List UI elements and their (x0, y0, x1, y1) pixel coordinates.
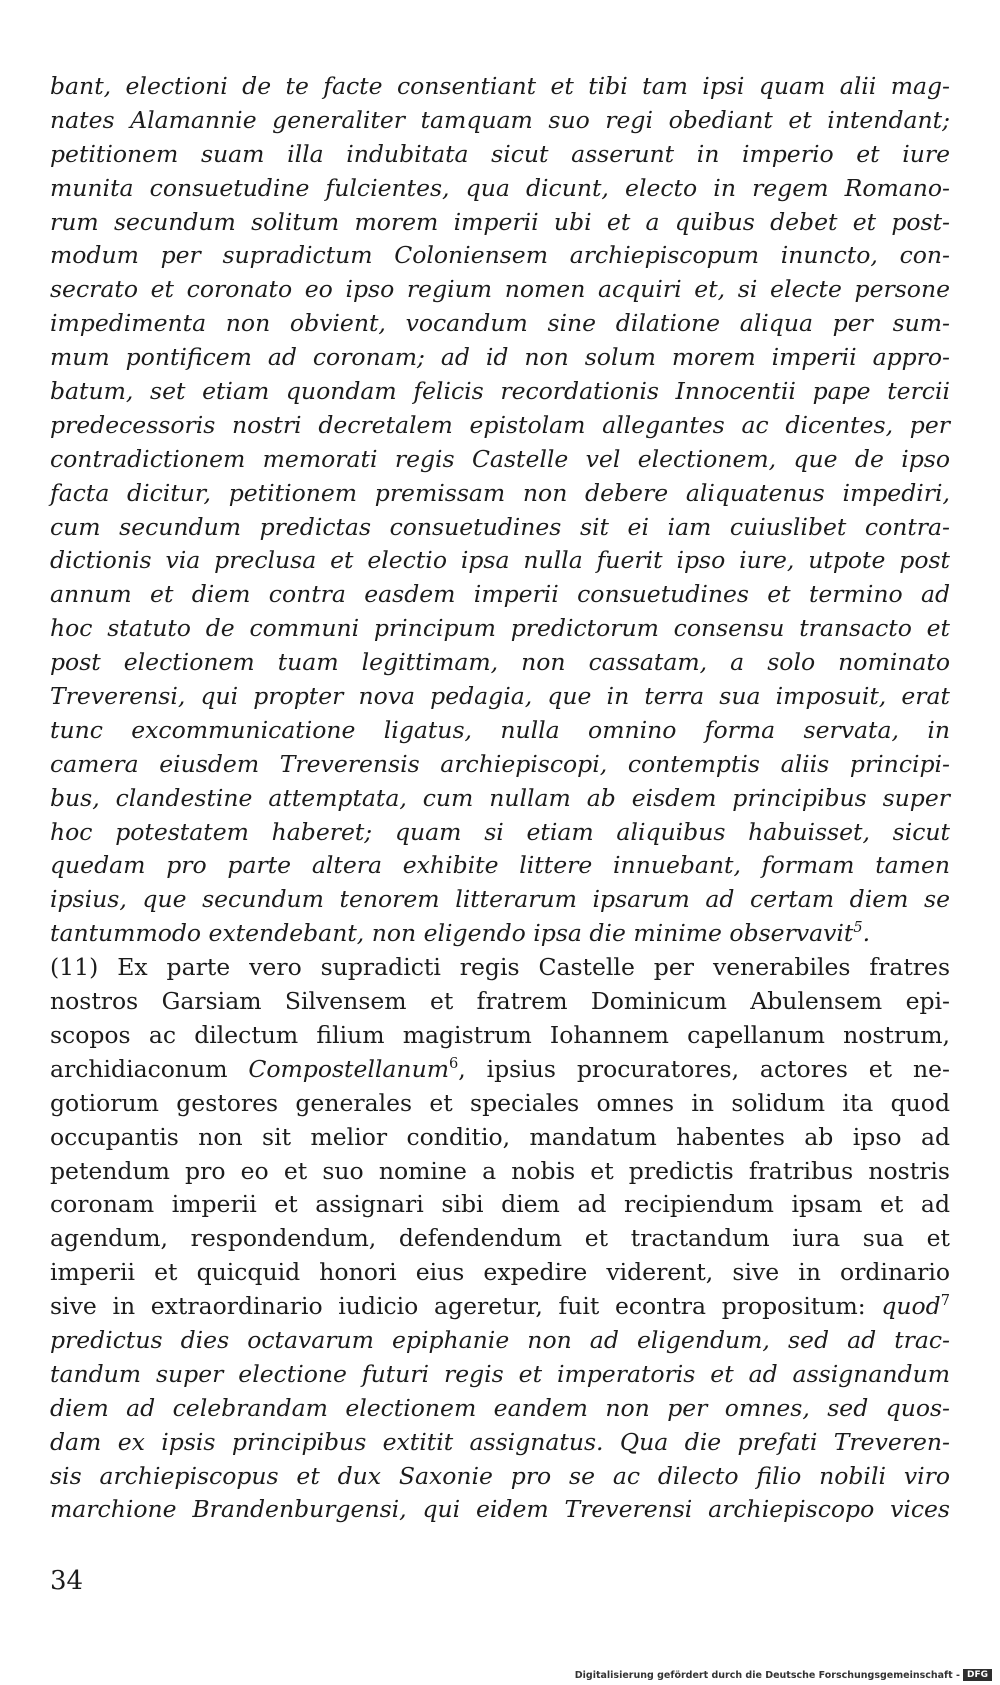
text-line (50, 409, 950, 443)
line-text: rum secundum solitum morem imperii ubi et a quibus debet et post- (50, 207, 950, 236)
line-text: agendum, respondendum, defendendum et tractandum iura sua et (50, 1224, 950, 1253)
text-line (50, 849, 950, 883)
line-text: petitionem suam illa indubitata sicut asserunt in imperio et iure (50, 139, 950, 168)
line-text: bus, clandestine attemptata, cum nullam ab eisdem principibus super (50, 783, 950, 812)
line-text: predecessoris nostri decretalem epistolam allegantes ac dicentes, per (50, 410, 950, 439)
line-text: petendum pro eo et suo nomine a nobis et predictis fratribus nostris (50, 1156, 950, 1185)
line-text: Treverensi, qui propter nova pedagia, que in terra sua imposuit, erat (50, 682, 950, 711)
line-text: dictionis via preclusa et electio ipsa nulla fuerit ipso iure, utpote post (50, 546, 950, 575)
text-line (50, 544, 950, 578)
line-text: hoc statuto de communi principum predictorum consensu transacto et (50, 614, 950, 643)
text-line (50, 714, 950, 748)
text-line (50, 443, 950, 477)
line-text: tandum super electione futuri regis et imperatoris et ad assignandum (50, 1359, 950, 1388)
line-text: occupantis non sit melior conditio, mandatum habentes ab ipso ad (50, 1122, 950, 1151)
line-text: camera eiusdem Treverensis archiepiscopi, contemptis aliis principi- (50, 749, 950, 778)
footer-credit (575, 1669, 992, 1681)
text-line (50, 477, 950, 511)
text-line (50, 104, 950, 138)
text-line (50, 1019, 950, 1053)
line-text: archidiaconum (50, 1054, 249, 1083)
footnote-marker: 7 (940, 1292, 950, 1310)
line-text: munita consuetudine fulcientes, qua dicunt, electo in regem Romano- (50, 173, 950, 202)
line-text: sive in extraordinario iudicio ageretur, fuit econtra propositum: (50, 1292, 882, 1321)
text-line (50, 1222, 950, 1256)
line-tail: . (862, 919, 871, 948)
text-line (50, 375, 950, 409)
text-line (50, 307, 950, 341)
page-number: 34 (50, 1566, 84, 1596)
text-line (50, 273, 950, 307)
line-text: cum secundum predictas consuetudines sit ei iam cuiuslibet contra- (50, 512, 950, 541)
line-text: gotiorum gestores generales et speciales omnes in solidum ita quod (50, 1088, 950, 1117)
text-line (50, 748, 950, 782)
text-line (50, 1087, 950, 1121)
line-text: nostros Garsiam Silvensem et fratrem Dominicum Abulensem epi- (50, 987, 950, 1016)
footnote-marker: 5 (853, 919, 863, 937)
text-line (50, 239, 950, 273)
text-line (50, 1256, 950, 1290)
line-text: ipsius, que secundum tenorem litterarum ipsarum ad certam diem se (50, 885, 950, 914)
line-text: tantummodo extendebant, non eligendo ipsa die minime observavit (50, 919, 854, 948)
line-text: imperii et quicquid honori eius expedire viderent, sive in ordinario (50, 1258, 950, 1287)
text-line (50, 883, 950, 917)
text-line (50, 138, 950, 172)
line-text: mum pontificem ad coronam; ad id non solum morem imperii appro- (50, 343, 950, 372)
text-line (50, 951, 950, 985)
footnote-marker: 6 (449, 1055, 459, 1072)
text-line (50, 985, 950, 1019)
text-line (50, 1290, 950, 1324)
italic-phrase: Compostellanum (248, 1054, 449, 1083)
line-text: impedimenta non obvient, vocandum sine dilatione aliqua per sum- (50, 309, 950, 338)
line-text: post electionem tuam legittimam, non cassatam, a solo nominato (50, 648, 950, 677)
text-line (50, 172, 950, 206)
text-line (50, 341, 950, 375)
line-text: predictus dies octavarum epiphanie non ad eligendum, sed ad trac- (50, 1325, 950, 1354)
line-text: bant, electioni de te facte consentiant et tibi tam ipsi quam alii mag- (50, 72, 950, 100)
text-line (50, 1188, 950, 1222)
line-text: modum per supradictum Coloniensem archiepiscopum inuncto, con- (50, 241, 950, 270)
line-text: nates Alamannie generaliter tamquam suo regi obediant et intendant; (50, 105, 950, 134)
line-text: diem ad celebrandam electionem eandem non per omnes, sed quos- (50, 1393, 950, 1422)
line-text: quedam pro parte altera exhibite littere innuebant, formam tamen (50, 851, 950, 880)
text-line (50, 206, 950, 240)
line-text: facta dicitur, petitionem premissam non debere aliquatenus impediri, (50, 478, 950, 507)
text-line (50, 782, 950, 816)
text-line (50, 680, 950, 714)
line-text: tunc excommunicatione ligatus, nulla omnino forma servata, in (50, 715, 950, 744)
line-text: coronam imperii et assignari sibi diem ad recipiendum ipsam et ad (50, 1190, 950, 1219)
text-line (50, 70, 950, 104)
text-line (50, 612, 950, 646)
body-text (50, 70, 950, 1527)
line-text: hoc potestatem haberet; quam si etiam aliquibus habuisset, sicut (50, 817, 950, 846)
line-text: marchione Brandenburgensi, qui eidem Treverensi archiepiscopo vices (50, 1495, 950, 1524)
text-line (50, 578, 950, 612)
text-line (50, 511, 950, 545)
text-line (50, 1155, 950, 1189)
text-line (50, 1358, 950, 1392)
text-line (50, 1324, 950, 1358)
italic-phrase: quod (881, 1292, 941, 1321)
text-line (50, 1426, 950, 1460)
line-text: secrato et coronato eo ipso regium nomen acquiri et, si electe persone (50, 275, 950, 304)
line-text: dam ex ipsis principibus extitit assignatus. Qua die prefati Treveren- (50, 1427, 950, 1456)
text-line (50, 1392, 950, 1426)
line-text: sis archiepiscopus et dux Saxonie pro se ac dilecto filio nobili viro (50, 1461, 950, 1490)
line-text: scopos ac dilectum filium magistrum Iohannem capellanum nostrum, (50, 1020, 950, 1049)
text-line (50, 1053, 950, 1087)
line-text: batum, set etiam quondam felicis recordationis Innocentii pape tercii (50, 377, 950, 406)
footer-text: Digitalisierung gefördert durch die Deutsche Forschungsgemeinschaft - (574, 1669, 960, 1681)
text-line (50, 646, 950, 680)
text-line (50, 816, 950, 850)
line-text: (11) Ex parte vero supradicti regis Castelle per venerabiles fratres (50, 953, 950, 982)
text-line (50, 917, 950, 951)
line-tail: , ipsius procuratores, actores et ne- (458, 1054, 950, 1083)
dfg-logo: DFG (963, 1669, 992, 1681)
text-line (50, 1460, 950, 1494)
line-text: annum et diem contra easdem imperii consuetudines et termino ad (50, 580, 950, 609)
text-line (50, 1121, 950, 1155)
line-text: contradictionem memorati regis Castelle vel electionem, que de ipso (50, 444, 950, 473)
text-line (50, 1493, 950, 1527)
